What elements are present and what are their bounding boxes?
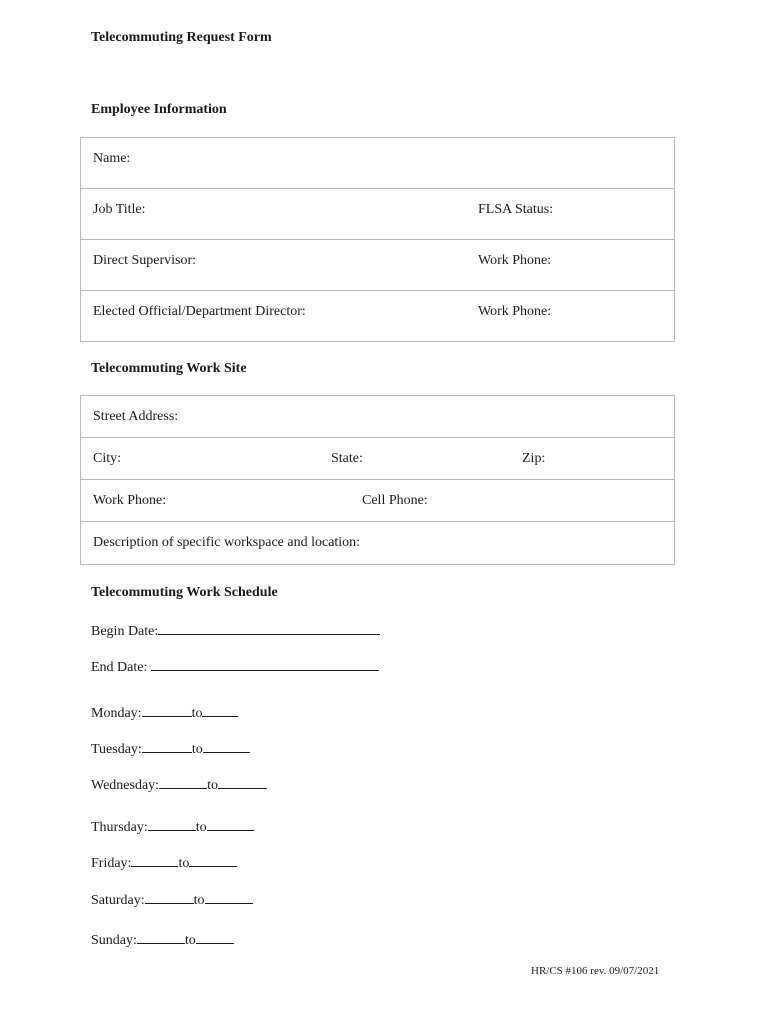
street-address-label: Street Address: <box>93 409 179 424</box>
workspace-description-label: Description of specific workspace and location: <box>93 535 361 550</box>
saturday-label: Saturday: <box>91 893 145 908</box>
employee-info-table <box>80 137 675 342</box>
phone-row[interactable] <box>81 480 674 522</box>
director-label: Elected Official/Department Director: <box>93 304 306 319</box>
friday-field <box>91 852 237 872</box>
friday-label: Friday: <box>91 856 132 871</box>
director-work-phone-label: Work Phone: <box>478 304 552 319</box>
tuesday-label: Tuesday: <box>91 742 142 757</box>
thursday-to-label: to <box>195 820 207 835</box>
supervisor-work-phone-label: Work Phone: <box>478 253 552 268</box>
form-revision-footer: HR/CS #106 rev. 09/07/2021 <box>531 965 660 977</box>
sunday-label: Sunday: <box>91 933 137 948</box>
wednesday-start-line[interactable] <box>159 774 207 789</box>
begin-date-field <box>91 620 380 640</box>
friday-to-label: to <box>178 856 190 871</box>
tuesday-start-line[interactable] <box>142 738 192 753</box>
thursday-end-line[interactable] <box>207 816 254 831</box>
tuesday-to-label: to <box>191 742 203 757</box>
end-date-label: End Date: <box>91 660 148 675</box>
direct-supervisor-label: Direct Supervisor: <box>93 253 197 268</box>
sunday-field <box>91 929 234 949</box>
monday-field <box>91 702 238 722</box>
thursday-start-line[interactable] <box>148 816 196 831</box>
wednesday-field <box>91 774 267 794</box>
street-row[interactable] <box>81 396 674 438</box>
zip-label: Zip: <box>522 451 546 466</box>
monday-to-label: to <box>191 706 203 721</box>
site-work-phone-label: Work Phone: <box>93 493 167 508</box>
tuesday-field <box>91 738 250 758</box>
supervisor-row[interactable] <box>81 240 674 291</box>
work-site-table <box>80 395 675 565</box>
begin-date-label: Begin Date: <box>91 624 159 639</box>
job-title-label: Job Title: <box>93 202 146 217</box>
employee-info-heading: Employee Information <box>91 102 227 117</box>
end-date-line[interactable] <box>151 656 379 671</box>
end-date-field <box>91 656 379 676</box>
name-row[interactable] <box>81 138 674 189</box>
saturday-to-label: to <box>193 893 205 908</box>
tuesday-end-line[interactable] <box>203 738 250 753</box>
friday-start-line[interactable] <box>131 852 178 867</box>
thursday-label: Thursday: <box>91 820 148 835</box>
friday-end-line[interactable] <box>189 852 237 867</box>
sunday-start-line[interactable] <box>137 929 185 944</box>
director-row[interactable] <box>81 291 674 341</box>
sunday-to-label: to <box>184 933 196 948</box>
description-row[interactable] <box>81 522 674 563</box>
name-label: Name: <box>93 151 131 166</box>
saturday-start-line[interactable] <box>145 889 194 904</box>
begin-date-line[interactable] <box>158 620 380 635</box>
sunday-end-line[interactable] <box>196 929 234 944</box>
work-schedule-heading: Telecommuting Work Schedule <box>91 585 278 600</box>
form-title: Telecommuting Request Form <box>91 30 272 45</box>
monday-label: Monday: <box>91 706 142 721</box>
thursday-field <box>91 816 254 836</box>
wednesday-end-line[interactable] <box>218 774 267 789</box>
state-label: State: <box>331 451 363 466</box>
monday-start-line[interactable] <box>142 702 192 717</box>
saturday-end-line[interactable] <box>205 889 253 904</box>
city-state-zip-row[interactable] <box>81 438 674 480</box>
cell-phone-label: Cell Phone: <box>362 493 428 508</box>
wednesday-to-label: to <box>207 778 218 793</box>
wednesday-label: Wednesday: <box>91 778 160 793</box>
job-title-row[interactable] <box>81 189 674 240</box>
monday-end-line[interactable] <box>202 702 238 717</box>
work-site-heading: Telecommuting Work Site <box>91 361 247 376</box>
city-label: City: <box>93 451 122 466</box>
saturday-field <box>91 889 253 909</box>
flsa-status-label: FLSA Status: <box>478 202 554 217</box>
